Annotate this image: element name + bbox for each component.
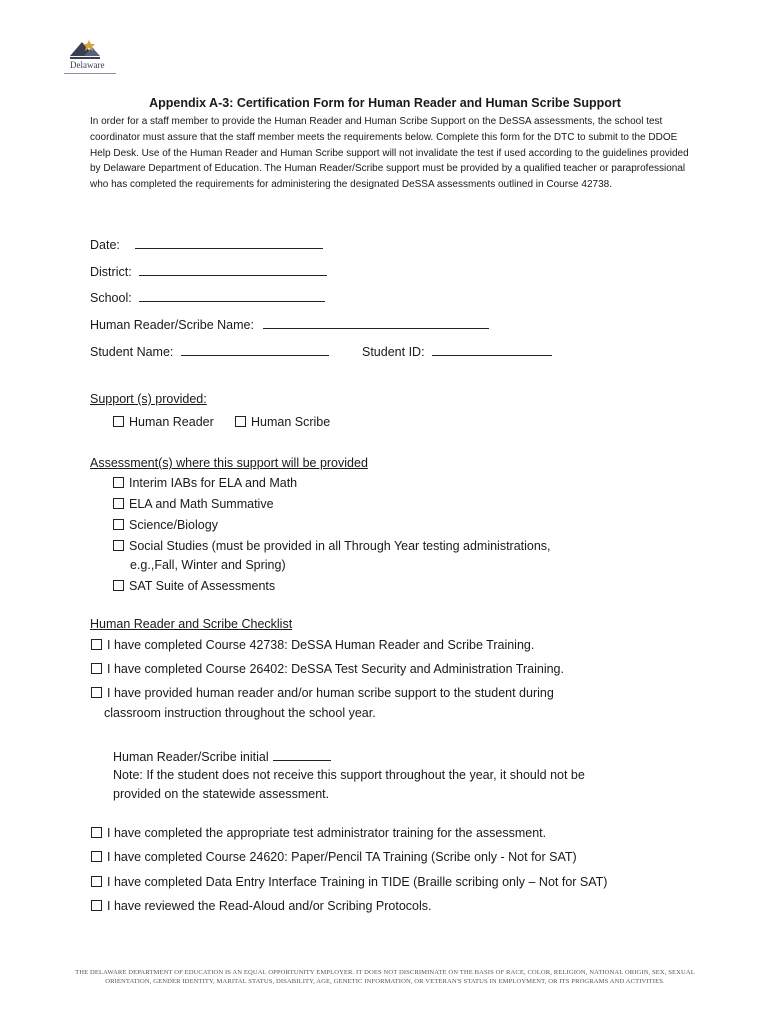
logo-text: Delaware [70,60,105,70]
support-option-label: Human Reader [129,415,214,429]
assessment-label: Science/Biology [129,518,218,532]
assessment-item[interactable] [113,518,218,532]
assessment-item[interactable] [113,539,551,553]
checklist-item[interactable] [91,638,534,652]
checkbox[interactable] [91,639,102,650]
checkbox[interactable] [91,687,102,698]
assessments-heading: Assessment(s) where this support will be provided [90,456,368,470]
initial-field [113,748,331,764]
checklist-label-continued: classroom instruction throughout the school year. [104,706,376,720]
checklist-label: I have completed Course 24620: Paper/Pencil TA Training (Scribe only - Not for SAT) [107,850,577,864]
checkbox[interactable] [91,851,102,862]
school-field [90,289,325,305]
checklist-label: I have reviewed the Read-Aloud and/or Scribing Protocols. [107,899,432,913]
checklist-label: I have completed the appropriate test administrator training for the assessment. [107,826,547,840]
checkbox[interactable] [113,477,124,488]
checklist-heading: Human Reader and Scribe Checklist [90,617,293,631]
reader-name-label: Human Reader/Scribe Name: [90,318,254,332]
form-title: Appendix A-3: Certification Form for Human Reader and Human Scribe Support [149,96,621,110]
support-heading: Support (s) provided: [90,392,207,406]
checklist-item[interactable] [91,899,432,913]
checkbox[interactable] [113,416,124,427]
checkbox[interactable] [113,540,124,551]
delaware-logo-icon [64,34,124,80]
checklist-label: I have completed Data Entry Interface Training in TIDE (Braille scribing only – Not for SAT) [107,875,608,889]
assessment-item[interactable] [113,476,297,490]
footer-line-1: THE DELAWARE DEPARTMENT OF EDUCATION IS AN EQUAL OPPORTUNITY EMPLOYER. IT DOES NOT DISCRIMINATE ON THE BASIS OF RACE, COLOR, RELIGION, NATIONAL ORIGIN, SEX, SEXUAL [75,969,695,976]
assessment-label-continued: e.g.,Fall, Winter and Spring) [130,558,286,572]
checklist-item[interactable] [91,686,554,700]
delaware-doe-logo [64,34,124,80]
student-id-field [362,343,552,359]
support-option-label: Human Scribe [251,415,331,429]
district-input-line[interactable] [139,263,327,276]
checkbox[interactable] [113,519,124,530]
checkbox[interactable] [113,580,124,591]
assessment-item[interactable] [113,579,275,593]
equal-opportunity-footer [20,968,750,986]
checklist-item[interactable] [91,875,607,889]
assessment-label: Social Studies (must be provided in all Through Year testing administrations, [129,539,551,553]
checkbox[interactable] [91,827,102,838]
initial-label: Human Reader/Scribe initial [113,750,269,764]
student-id-label: Student ID: [362,345,425,359]
reader-name-input-line[interactable] [263,316,489,329]
checkbox[interactable] [91,900,102,911]
checklist-item[interactable] [91,826,546,840]
note-line-1: Note: If the student does not receive this support throughout the year, it should not be [113,768,585,782]
support-option-scribe[interactable] [235,415,330,429]
assessment-item[interactable] [113,497,274,511]
assessment-label: Interim IABs for ELA and Math [129,476,298,490]
assessment-label: ELA and Math Summative [129,497,274,511]
date-field [90,236,323,252]
assessment-label: SAT Suite of Assessments [129,579,276,593]
student-name-label: Student Name: [90,345,174,359]
checklist-item[interactable] [91,662,564,676]
checklist-label: I have completed Course 26402: DeSSA Test Security and Administration Training. [107,662,564,676]
checklist-item[interactable] [91,850,577,864]
school-label: School: [90,291,132,305]
student-name-input-line[interactable] [181,343,329,356]
intro-paragraph: In order for a staff member to provide the Human Reader and Human Scribe Support on the DeSSA assessments, the school test coordinator must assure that the staff member meets the requirements below. Complete this form for the DTC to submit to the DDOE Help Desk. Use of the Human Reader and Human Scribe support will not invalidate the test if used according to the guidelines provided by Delaware Department of Education. The Human Reader/Scribe support must be provided by a qualified teacher or paraprofessional who has completed the requirements for administering the designated DeSSA assessments outlined in Course 42738. [90,116,689,191]
checkbox[interactable] [113,498,124,509]
support-option-reader[interactable] [113,415,214,429]
initial-input-line[interactable] [273,748,331,761]
student-id-input-line[interactable] [432,343,552,356]
reader-name-field [90,316,489,332]
school-input-line[interactable] [139,289,325,302]
checkbox[interactable] [91,876,102,887]
checklist-label: I have provided human reader and/or human scribe support to the student during [107,686,554,700]
district-field [90,263,327,279]
district-label: District: [90,265,132,279]
student-name-field [90,343,329,359]
checkbox[interactable] [91,663,102,674]
date-input-line[interactable] [135,236,323,249]
note-line-2: provided on the statewide assessment. [113,787,330,801]
date-label: Date: [90,238,120,252]
checkbox[interactable] [235,416,246,427]
footer-line-2: ORIENTATION, GENDER IDENTITY, MARITAL STATUS, DISABILITY, AGE, GENETIC INFORMATION, OR VETERAN'S STATUS IN EMPLOYMENT, OR ITS PROGRAMS AND ACTIVITIES. [105,978,665,985]
checklist-label: I have completed Course 42738: DeSSA Human Reader and Scribe Training. [107,638,535,652]
